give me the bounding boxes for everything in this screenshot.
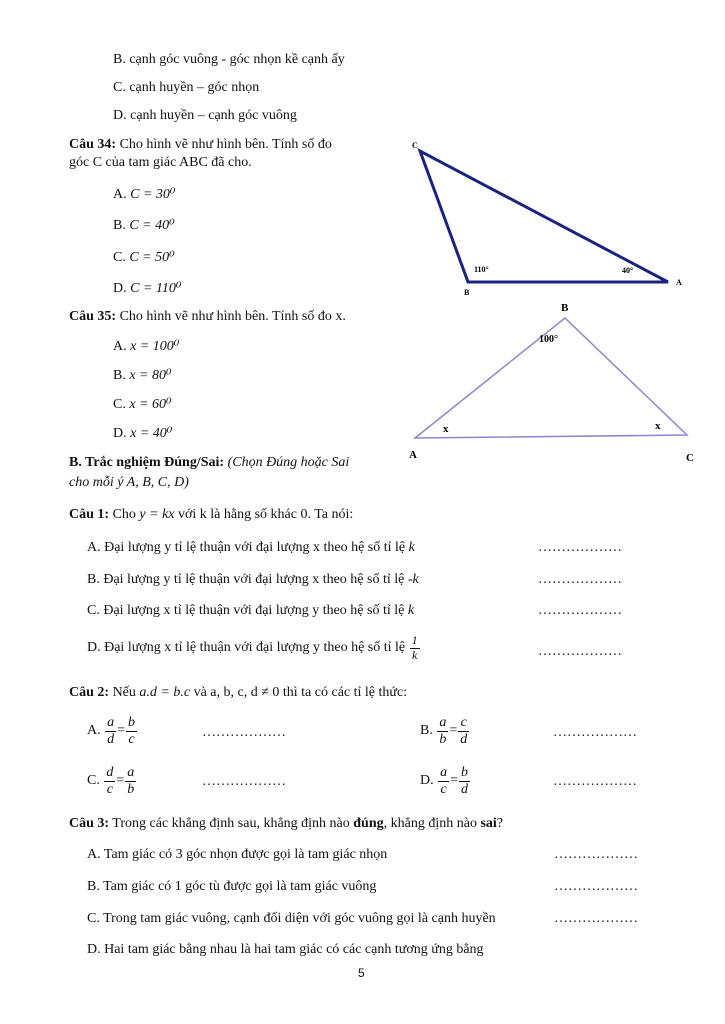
q34-line2: góc C của tam giác ABC đã cho. (69, 155, 252, 170)
tf1-stem: Câu 1: Cho y = kx với k là hằng số khác 0. Ta nói: (69, 507, 354, 522)
tf3-answer-a[interactable]: ……………… (554, 847, 638, 862)
q35-label-c: C (686, 452, 694, 464)
q34-label-a: A (676, 278, 682, 287)
q35-option-b: B. x = 80⁰ (113, 368, 172, 383)
q35-triangle-figure (405, 298, 705, 468)
tf1-answer-c[interactable]: ……………… (538, 603, 622, 618)
q34-line1 (69, 137, 332, 154)
tf2-answer-a[interactable]: ……………… (202, 725, 286, 740)
tf2-item-d: D. $\frac{a}{c}$ = $\frac{b}{d}$ (420, 765, 469, 798)
section-b-note1: (Chọn Đúng hoặc Sai (224, 455, 350, 470)
q35-angle-b: 100° (539, 334, 558, 345)
section-b-title: B. Trắc nghiệm Đúng/Sai: (69, 455, 225, 470)
q34-label-b: B (464, 288, 470, 297)
tf2-answer-c[interactable]: ……………… (202, 774, 286, 789)
q35-option-c: C. x = 60⁰ (113, 397, 172, 412)
tf3-item-a: A. Tam giác có 3 góc nhọn được gọi là tam giác nhọn (87, 847, 388, 862)
q34-option-a: A. C = 30⁰ (113, 187, 176, 202)
tf3-item-d: D. Hai tam giác bằng nhau là hai tam giác có các cạnh tương ứng bằng (87, 942, 484, 957)
q35-line (69, 309, 346, 326)
q35-label: Câu 35: (69, 309, 117, 324)
tf1-item-d: D. Đại lượng x tỉ lệ thuận với đại lượng y theo hệ số tỉ lệ $\frac{1}{k}$ (87, 633, 418, 662)
q34-angle-b: 110° (474, 265, 489, 274)
tf3-item-b: B. Tam giác có 1 góc tù được gọi là tam giác vuông (87, 879, 377, 894)
tf2-item-b: B. $\frac{a}{b}$ = $\frac{c}{d}$ (420, 715, 468, 748)
tf1-answer-a[interactable]: ……………… (538, 540, 622, 555)
tf1-item-c: C. Đại lượng x tỉ lệ thuận với đại lượng y theo hệ số tỉ lệ k (87, 603, 415, 618)
q34-angle-a: 40° (622, 266, 634, 275)
section-b-note2: cho mỗi ý A, B, C, D) (69, 475, 189, 490)
tf1-answer-d[interactable]: ……………… (538, 644, 622, 659)
option-c-prev: C. cạnh huyền – góc nhọn (113, 80, 260, 95)
page-number: 5 (358, 966, 365, 980)
q34-option-c: C. C = 50⁰ (113, 250, 175, 265)
q35-text: Cho hình vẽ như hình bên. Tính số đo x. (116, 309, 346, 324)
q35-label-a: A (409, 449, 417, 461)
tf2-item-a: A. $\frac{a}{d}$ = $\frac{b}{c}$ (87, 715, 136, 748)
q34-label-c: C (412, 141, 418, 150)
tf1-answer-b[interactable]: ……………… (538, 572, 622, 587)
q34-triangle-figure (400, 135, 700, 300)
tf2-item-c: C. $\frac{d}{c}$ = $\frac{a}{b}$ (87, 765, 135, 798)
option-b-prev: B. cạnh góc vuông - góc nhọn kề cạnh ấy (113, 52, 345, 67)
option-d-prev: D. cạnh huyền – cạnh góc vuông (113, 108, 297, 123)
q34-triangle (420, 151, 668, 282)
tf2-answer-b[interactable]: ……………… (553, 725, 637, 740)
tf3-item-c: C. Trong tam giác vuông, cạnh đối diện với góc vuông gọi là cạnh huyền (87, 911, 496, 926)
q35-option-d: D. x = 40⁰ (113, 426, 173, 441)
tf1-item-b: B. Đại lượng y tỉ lệ thuận với đại lượng x theo hệ số tỉ lệ -k (87, 572, 419, 587)
q34-option-d: D. C = 110⁰ (113, 281, 182, 296)
q35-angle-c: x (655, 420, 661, 432)
q34-option-b: B. C = 40⁰ (113, 218, 175, 233)
section-b-line1 (69, 455, 349, 472)
q35-option-a: A. x = 100⁰ (113, 339, 180, 354)
tf3-answer-b[interactable]: ……………… (554, 879, 638, 894)
q35-label-b: B (561, 302, 569, 314)
tf2-answer-d[interactable]: ……………… (553, 774, 637, 789)
q35-angle-a: x (443, 423, 449, 435)
tf3-stem: Câu 3: Trong các khẳng định sau, khẳng định nào đúng, khẳng định nào sai? (69, 816, 504, 831)
tf3-answer-c[interactable]: ……………… (554, 911, 638, 926)
tf2-stem: Câu 2: Nếu a.d = b.c và a, b, c, d ≠ 0 thì ta có các tỉ lệ thức: (69, 685, 408, 700)
q34-text1: Cho hình vẽ như hình bên. Tính số đo (116, 137, 332, 152)
q34-label: Câu 34: (69, 137, 117, 152)
tf1-item-a: A. Đại lượng y tỉ lệ thuận với đại lượng x theo hệ số tỉ lệ k (87, 540, 415, 555)
